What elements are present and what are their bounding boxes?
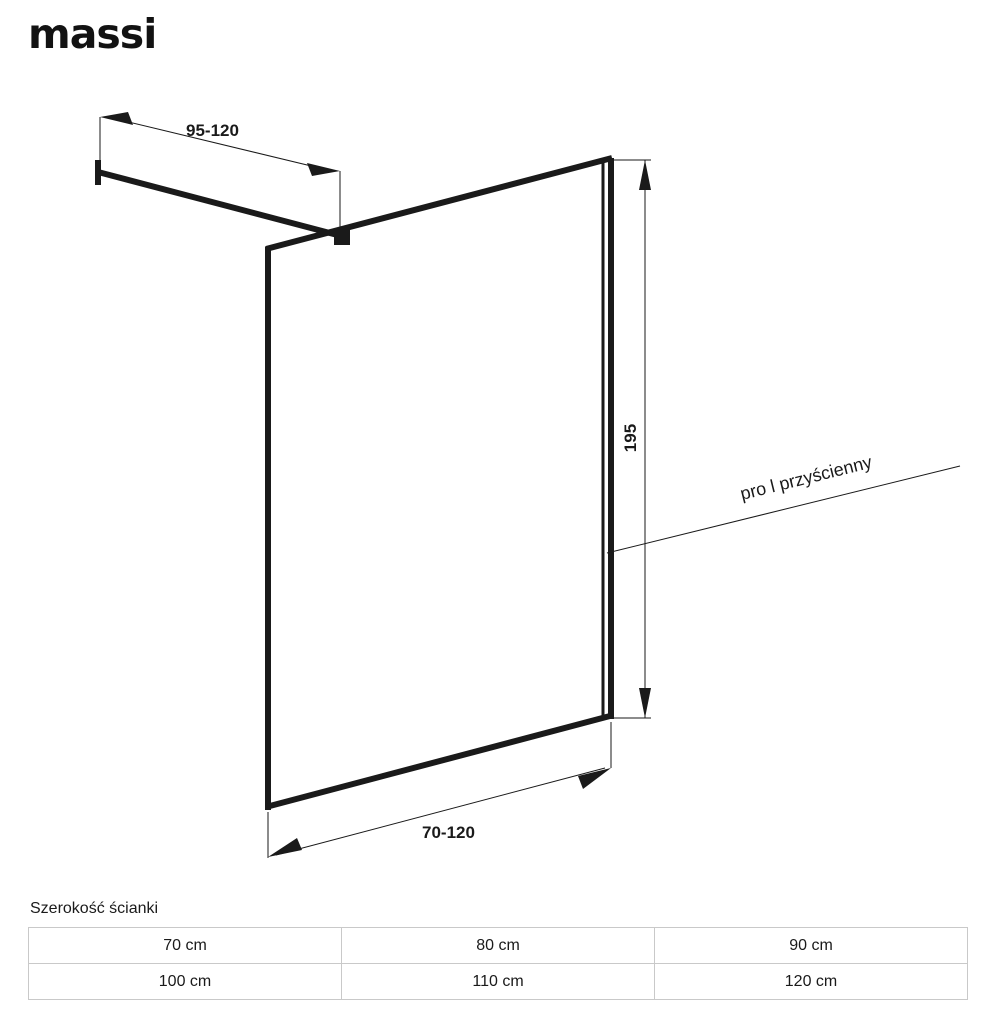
table-cell: 120 cm: [655, 964, 968, 1000]
callout-wall-profile: [607, 452, 960, 553]
table-cell: 80 cm: [342, 928, 655, 964]
size-table-section: [28, 900, 968, 1000]
table-cell: 110 cm: [342, 964, 655, 1000]
brand-logo: massi: [28, 10, 157, 58]
table-cell: 100 cm: [29, 964, 342, 1000]
size-table-caption: Szerokość ścianki: [30, 900, 159, 917]
glass-panel-shape: [266, 158, 612, 810]
dimension-height-label: 195: [621, 423, 640, 453]
dimension-width-label: 70-120: [422, 823, 475, 842]
table-row: [29, 964, 968, 1000]
table-cell: 90 cm: [655, 928, 968, 964]
dimension-height: [613, 160, 651, 718]
table-row: [29, 928, 968, 964]
size-table: [28, 927, 968, 1000]
dimension-depth-label: 95-120: [186, 121, 239, 140]
callout-wall-profile-label: pro l przyścienny: [738, 451, 875, 504]
table-cell: 70 cm: [29, 928, 342, 964]
dimension-depth: [100, 112, 340, 237]
